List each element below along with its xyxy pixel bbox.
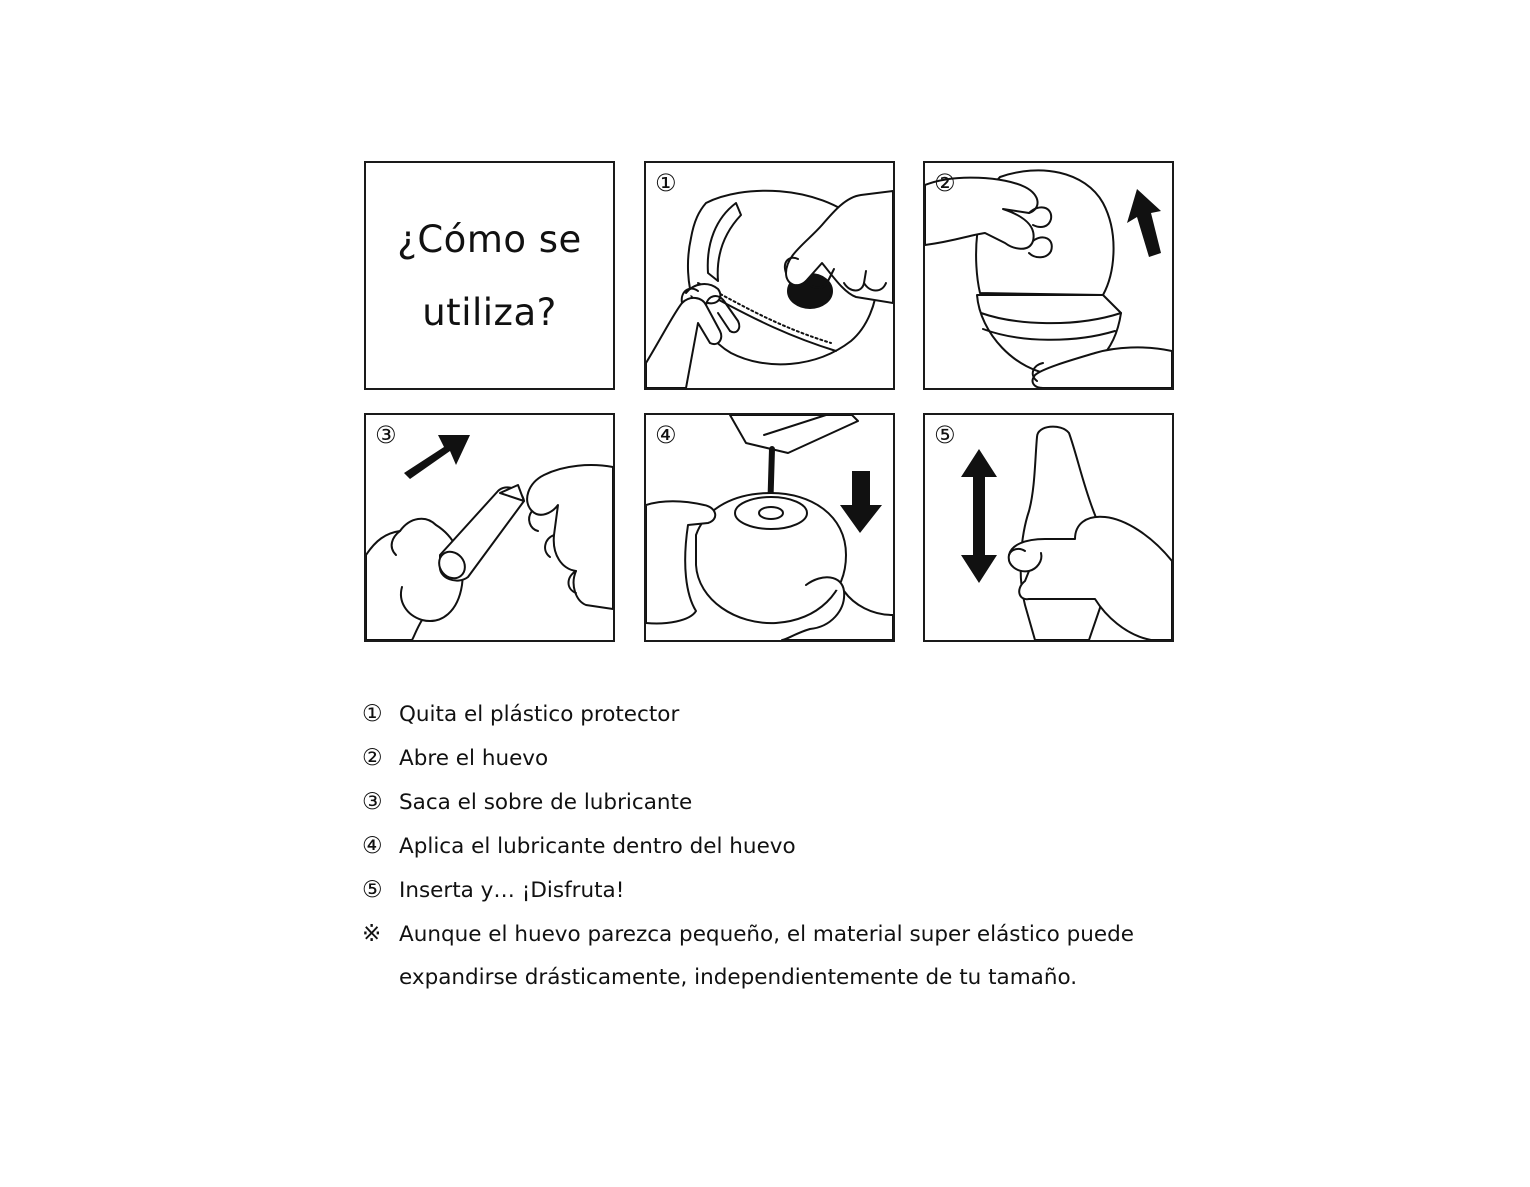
step-4-panel bbox=[644, 413, 895, 642]
step-1-number: ① bbox=[655, 169, 677, 197]
take-out-lube-illustration bbox=[366, 415, 613, 640]
step-5-number: ⑤ bbox=[934, 421, 956, 449]
list-item bbox=[362, 868, 1262, 912]
list-item bbox=[362, 780, 1262, 824]
step-2-number: ② bbox=[934, 169, 956, 197]
step-text: Abre el huevo bbox=[399, 746, 549, 771]
list-item bbox=[362, 736, 1262, 780]
insert-illustration bbox=[925, 415, 1172, 640]
title-line-2: utiliza? bbox=[422, 290, 557, 334]
step-marker: ③ bbox=[362, 789, 383, 815]
step-2-panel bbox=[923, 161, 1174, 390]
note-marker: ※ bbox=[362, 921, 382, 947]
step-marker: ① bbox=[362, 701, 383, 727]
step-marker: ② bbox=[362, 745, 383, 771]
step-text: Saca el sobre de lubricante bbox=[399, 790, 693, 815]
instructions-list bbox=[362, 692, 1262, 1000]
list-item bbox=[362, 692, 1262, 736]
note-item bbox=[362, 912, 1262, 956]
step-3-panel bbox=[364, 413, 615, 642]
step-5-panel bbox=[923, 413, 1174, 642]
note-text-line-1: Aunque el huevo parezca pequeño, el material super elástico puede bbox=[399, 922, 1135, 947]
step-text: Aplica el lubricante dentro del huevo bbox=[399, 834, 796, 859]
title-line-1: ¿Cómo se bbox=[397, 217, 582, 261]
title-panel bbox=[364, 161, 615, 390]
note-text-line-2: expandirse drásticamente, independientemente de tu tamaño. bbox=[399, 965, 1078, 990]
step-4-number: ④ bbox=[655, 421, 677, 449]
remove-wrapper-illustration bbox=[646, 163, 893, 388]
step-marker: ⑤ bbox=[362, 877, 383, 903]
step-text: Quita el plástico protector bbox=[399, 702, 680, 727]
step-marker: ④ bbox=[362, 833, 383, 859]
page-title bbox=[370, 203, 610, 349]
open-egg-illustration bbox=[925, 163, 1172, 388]
step-text: Inserta y… ¡Disfruta! bbox=[399, 878, 625, 903]
apply-lube-illustration bbox=[646, 415, 893, 640]
list-item bbox=[362, 824, 1262, 868]
step-3-number: ③ bbox=[375, 421, 397, 449]
step-1-panel bbox=[644, 161, 895, 390]
